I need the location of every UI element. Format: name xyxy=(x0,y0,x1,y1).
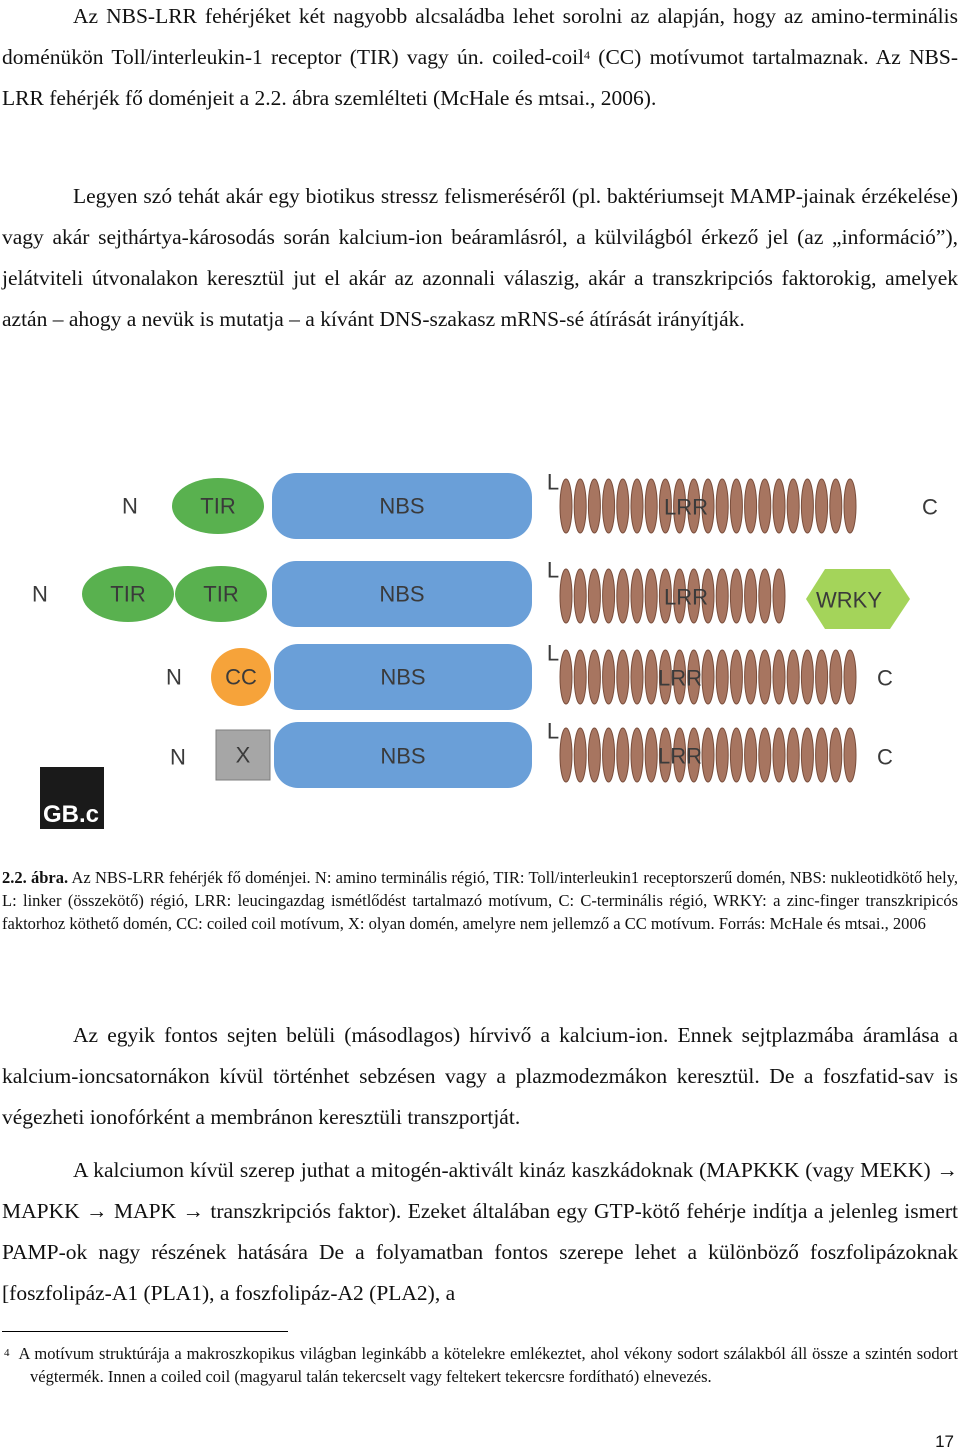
figure-caption xyxy=(2,866,958,935)
lrr-coil xyxy=(716,569,728,623)
lrr-coil xyxy=(716,650,728,704)
n-terminus-label: N xyxy=(166,664,182,690)
linker-label: L xyxy=(546,718,560,744)
lrr-coil xyxy=(759,479,771,533)
footnote xyxy=(2,1342,958,1388)
gb-logo-text: GB.c xyxy=(43,801,100,828)
linker-label: L xyxy=(546,640,560,666)
lrr-coil xyxy=(560,569,572,623)
lrr-coil xyxy=(730,728,742,782)
lrr-coil xyxy=(787,728,799,782)
lrr-coil xyxy=(574,569,586,623)
n-terminus-label: N xyxy=(170,744,186,770)
lrr-coil xyxy=(702,650,714,704)
caption-text: Az NBS-LRR fehérjék fő doménjei. N: amino terminális régió, TIR: Toll/interleukin1 receptorszerű domén, NBS: nukleotidkötő hely, L: linker (összekötő) régió, LRR: leucingazdag ismétlődést tartalmazó motívum, C: C-terminális régió, WRKY: a zinc-finger transzkripicós faktorhoz köthető domén, CC: coiled coil motívum, X: olyan domén, amelyre nem jellemző a CC motívum. Forrás: McHale és mtsai., 2006 xyxy=(2,868,959,933)
lrr-coil xyxy=(745,569,757,623)
x-label: X xyxy=(235,742,251,768)
lrr-coil xyxy=(716,479,728,533)
lrr-coil xyxy=(773,479,785,533)
lrr-coil xyxy=(617,650,629,704)
lrr-coil xyxy=(560,650,572,704)
lrr-coil xyxy=(730,569,742,623)
lrr-coil xyxy=(773,728,785,782)
lrr-coil xyxy=(603,728,615,782)
lrr-coil xyxy=(759,728,771,782)
lrr-coil xyxy=(787,479,799,533)
lrr-coil xyxy=(830,479,842,533)
lrr-coil xyxy=(787,650,799,704)
c-terminus-label: C xyxy=(877,744,893,770)
nbs-label: NBS xyxy=(379,581,425,607)
lrr-coil xyxy=(844,479,856,533)
nbs-label: NBS xyxy=(379,493,425,519)
lrr-coil xyxy=(730,650,742,704)
domain-diagram xyxy=(0,405,960,845)
lrr-coil xyxy=(645,650,657,704)
paragraph-mapk-cascade: A kalciumon kívül szerep juthat a mitogén-aktivált kináz kaszkádoknak (MAPKKK (vagy MEKK) → MAPKK → MAPK → transzkripciós faktor). Ezeket általában egy GTP-kötő fehérje indítja a jelenleg ismert PAMP-ok nagy részének hatására De a folyamatban fontos szerepe lehet a különböző foszfolipázoknak [foszfolipáz-A1 (PLA1), a foszfolipáz-A2 (PLA2), a xyxy=(2,1158,958,1305)
lrr-coil xyxy=(801,479,813,533)
lrr-coil xyxy=(645,728,657,782)
lrr-coil xyxy=(816,479,828,533)
lrr-coil xyxy=(631,650,643,704)
tir-label: TIR xyxy=(203,581,239,607)
lrr-coil xyxy=(844,728,856,782)
lrr-coil xyxy=(773,650,785,704)
lrr-coil xyxy=(617,479,629,533)
lrr-coil xyxy=(816,650,828,704)
lrr-label: LRR xyxy=(657,665,703,691)
lrr-coil xyxy=(603,479,615,533)
lrr-coil xyxy=(702,728,714,782)
paragraph-calcium-messenger: Az egyik fontos sejten belüli (másodlagos) hírvivő a kalcium-ion. Ennek sejtplazmába áramlása a kalcium-ioncsatornákon kívül történhet sebzésen vagy a plazmodezmákon keresztül. De a foszfatid-sav is végezheti ionofórként a membránon keresztüli transzportját. xyxy=(2,1023,958,1129)
lrr-label: LRR xyxy=(657,743,703,769)
lrr-coil xyxy=(745,728,757,782)
lrr-coil xyxy=(773,569,785,623)
lrr-coil xyxy=(560,479,572,533)
lrr-coil xyxy=(844,650,856,704)
lrr-coil xyxy=(617,728,629,782)
linker-label: L xyxy=(546,469,560,495)
lrr-coil xyxy=(801,650,813,704)
c-terminus-label: C xyxy=(877,665,893,691)
c-terminus-label: C xyxy=(922,494,938,520)
footnote-text: A motívum struktúrája a makroszkopikus világban leginkább a kötelekre emlékeztet, ahol vékony sodort szálakból áll össze a szintén sodort végtermék. Innen a coiled coil (magyarul talán tekercselt vagy feltekert tekercsre fordítható) elnevezés. xyxy=(18,1344,958,1386)
lrr-coil xyxy=(574,650,586,704)
lrr-label: LRR xyxy=(663,584,709,610)
lrr-coil xyxy=(716,728,728,782)
gb-logo xyxy=(40,767,104,829)
nbs-label: NBS xyxy=(380,664,426,690)
lrr-coil xyxy=(759,569,771,623)
lrr-coil xyxy=(588,728,600,782)
linker-label: L xyxy=(546,557,560,583)
lrr-coil xyxy=(631,569,643,623)
lrr-coil xyxy=(603,569,615,623)
paragraph-signal-perception: Legyen szó tehát akár egy biotikus stressz felismeréséről (pl. baktériumsejt MAMP-jainak érzékelése) vagy akár sejthártya-károsodás során kalcium-ion beáramlásról, a külvilágból érkező jel (az „információ”), jelátviteli útvonalakon keresztül jut el akár az azonnali válaszig, akár a transzkripciós faktorokig, amelyek aztán – ahogy a nevük is mutatja – a kívánt DNS-szakasz mRNS-sé átírását irányítják. xyxy=(2,184,958,331)
cc-label: CC xyxy=(225,664,257,690)
lrr-coil xyxy=(560,728,572,782)
lrr-coil xyxy=(730,479,742,533)
lrr-coil xyxy=(574,479,586,533)
wrky-label: WRKY xyxy=(816,587,882,613)
lrr-coil xyxy=(588,650,600,704)
lrr-coil xyxy=(631,479,643,533)
lrr-coil xyxy=(745,650,757,704)
lrr-coil xyxy=(631,728,643,782)
footnote-divider xyxy=(2,1331,288,1332)
tir-label: TIR xyxy=(110,581,146,607)
lrr-coil xyxy=(830,728,842,782)
lrr-coil xyxy=(574,728,586,782)
lrr-coil xyxy=(588,479,600,533)
nbs-label: NBS xyxy=(380,743,426,769)
figure-nbs-lrr-domains xyxy=(0,405,960,845)
lrr-coil xyxy=(759,650,771,704)
lrr-coil xyxy=(645,479,657,533)
page-number: 17 xyxy=(935,1432,954,1451)
lrr-coil xyxy=(816,728,828,782)
lrr-coil xyxy=(617,569,629,623)
footnote-mark: 4 xyxy=(4,1347,10,1359)
lrr-coil xyxy=(801,728,813,782)
n-terminus-label: N xyxy=(32,581,48,607)
lrr-coil xyxy=(603,650,615,704)
paragraph-nbs-lrr-intro: Az NBS-LRR fehérjéket két nagyobb alcsaládba lehet sorolni az alapján, hogy az amino-terminális doménükön Toll/interleukin-1 receptor (TIR) vagy ún. coiled-coil$^4$ (CC) motívumot tartalmaznak. Az NBS-LRR fehérjék fő doménjeit a 2.2. ábra szemlélteti (McHale és mtsai., 2006). xyxy=(2,4,958,110)
tir-label: TIR xyxy=(200,493,236,519)
lrr-coil xyxy=(745,479,757,533)
lrr-label: LRR xyxy=(663,494,709,520)
lrr-coil xyxy=(830,650,842,704)
caption-label: 2.2. ábra. xyxy=(2,868,69,887)
footnote-reference: 4 xyxy=(584,48,591,62)
lrr-coil xyxy=(645,569,657,623)
lrr-coil xyxy=(588,569,600,623)
n-terminus-label: N xyxy=(122,493,138,519)
